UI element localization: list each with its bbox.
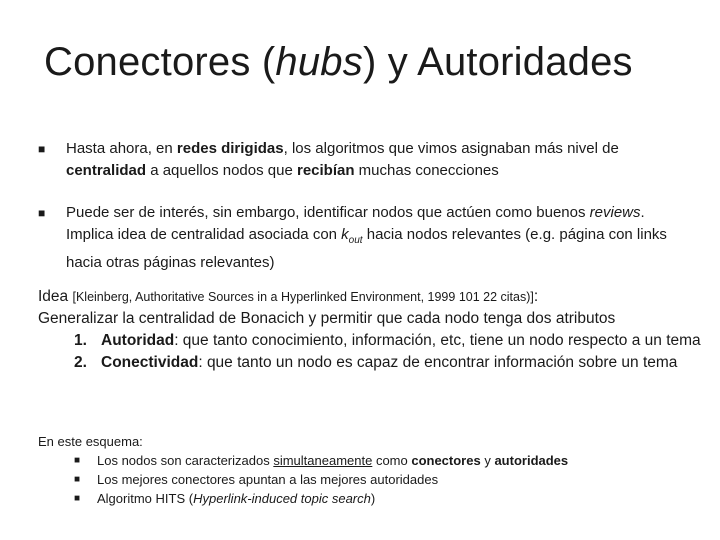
item-term: Autoridad xyxy=(101,332,175,349)
text-bold: autoridades xyxy=(494,453,569,468)
text: HITS xyxy=(155,491,186,506)
item-number: 1. xyxy=(74,332,87,349)
text: Algoritmo xyxy=(97,491,156,506)
list-item-connectivity xyxy=(38,352,708,374)
square-bullet-icon: ■ xyxy=(38,206,46,220)
attribute-list xyxy=(38,330,708,374)
text: Los nodos son caracterizados xyxy=(97,453,274,468)
scheme-item xyxy=(38,470,708,489)
item-term: Conectividad xyxy=(101,354,199,371)
square-bullet-icon: ■ xyxy=(74,493,81,504)
text: Los mejores conectores apuntan a las mejores autoridades xyxy=(97,472,439,487)
text: muchas conecciones xyxy=(354,162,499,179)
text-bold: redes dirigidas xyxy=(176,140,284,157)
item-text: : que tanto conocimiento, información, etc, tiene un nodo respecto a un tema xyxy=(174,332,701,349)
title-text: Conectores ( xyxy=(44,40,276,84)
idea-block xyxy=(38,286,708,374)
title-text-end: ) y Autoridades xyxy=(362,40,633,84)
k-subscript: out xyxy=(348,235,363,246)
citation: [Kleinberg, Authoritative Sources in a Hyperlinked Environment, 1999 101 22 citas)] xyxy=(72,290,534,304)
square-bullet-icon: ■ xyxy=(38,142,46,156)
text: Puede ser de interés, sin embargo, identificar nodos que actúen como buenos xyxy=(66,204,590,221)
text: hacia nodos relevantes (e.g. página con links hacia otras páginas relevantes) xyxy=(66,226,667,271)
text: : xyxy=(533,288,539,305)
list-item-authority xyxy=(38,330,708,352)
bullet-reviews xyxy=(38,202,688,274)
text: a aquellos nodos que xyxy=(146,162,297,179)
scheme-item xyxy=(38,451,708,470)
text-italic: reviews xyxy=(589,204,641,221)
text: . Implica idea de centralidad asociada con xyxy=(66,204,645,243)
item-text: : que tanto un nodo es capaz de encontrar información sobre un tema xyxy=(198,354,678,371)
text-bold: recibían xyxy=(296,162,355,179)
text-bold: conectores xyxy=(411,453,481,468)
text: como xyxy=(372,453,412,468)
text: y xyxy=(480,453,495,468)
idea-label: Idea xyxy=(38,288,73,305)
text-underline: simultaneamente xyxy=(273,453,373,468)
scheme-heading: En este esquema: xyxy=(38,434,143,449)
text-bold: centralidad xyxy=(66,162,147,179)
text: Hasta ahora, en xyxy=(66,140,177,157)
scheme-block xyxy=(38,432,708,508)
bullet-directed-networks xyxy=(38,138,688,182)
idea-description: Generalizar la centralidad de Bonacich y permitir que cada nodo tenga dos atributos xyxy=(38,310,616,327)
square-bullet-icon: ■ xyxy=(74,455,81,466)
item-number: 2. xyxy=(74,354,87,371)
square-bullet-icon: ■ xyxy=(74,474,81,485)
text: ( xyxy=(185,491,194,506)
idea-line xyxy=(38,286,708,308)
slide-title xyxy=(44,40,633,85)
text-italic: Hyperlink-induced topic search xyxy=(193,491,371,506)
title-emphasis: hubs xyxy=(275,40,363,84)
scheme-item xyxy=(38,489,708,508)
bullet-list xyxy=(38,138,688,294)
text: ) xyxy=(370,491,376,506)
text: , los algoritmos que vimos asignaban más nivel de xyxy=(283,140,619,157)
k-symbol: k xyxy=(341,226,349,243)
